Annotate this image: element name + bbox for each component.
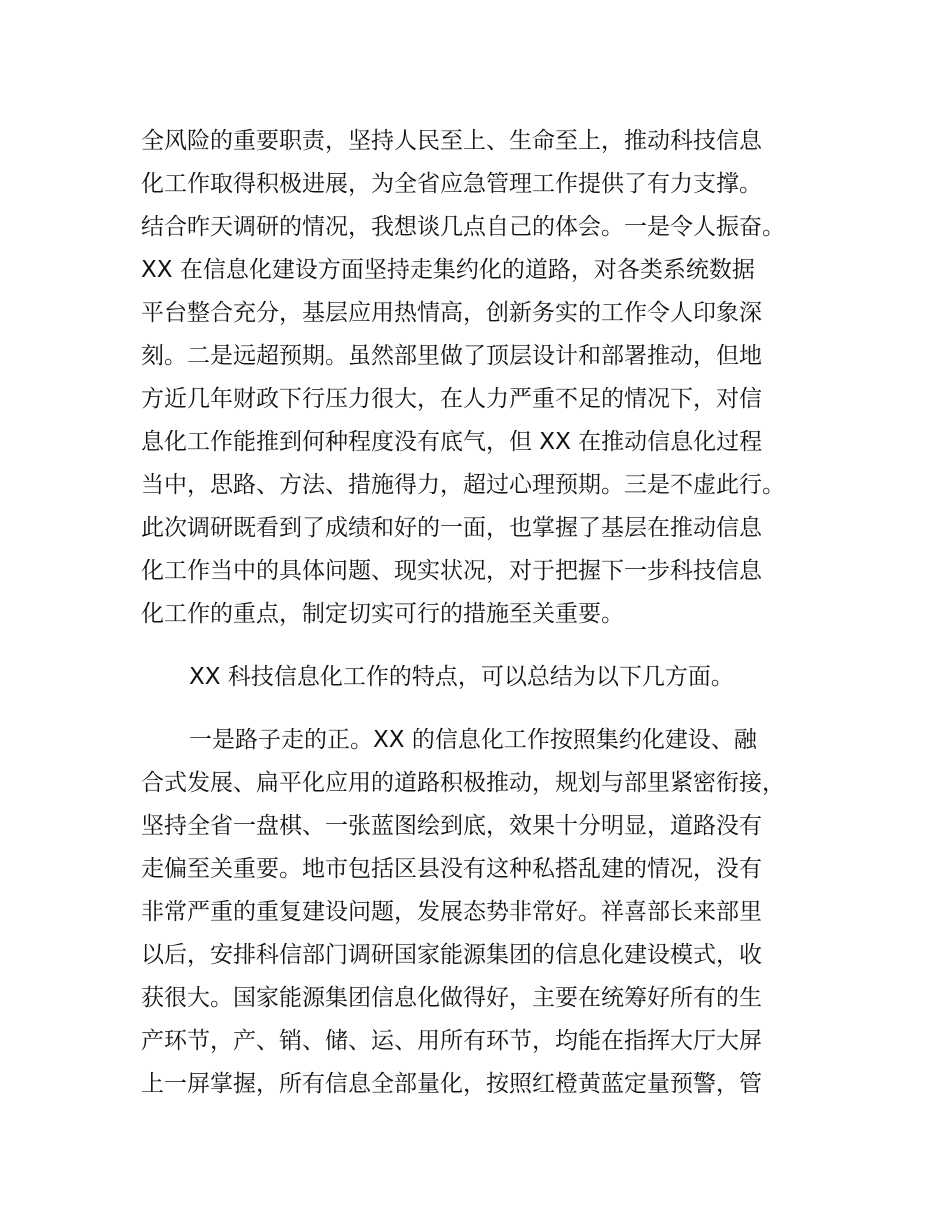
paragraph-line: 化工作取得积极进展，为全省应急管理工作提供了有力支撑。 — [141, 171, 762, 197]
paragraph-line: XX 科技信息化工作的特点，可以总结为以下几方面。 — [189, 664, 734, 690]
paragraph-line: XX 在信息化建设方面坚持走集约化的道路，对各类系统数据 — [141, 257, 755, 283]
paragraph-line: 获很大。国家能源集团信息化做得好，主要在统筹好所有的生 — [141, 985, 762, 1011]
paragraph-line: 全风险的重要职责，坚持人民至上、生命至上，推动科技信息 — [141, 128, 762, 154]
paragraph-line: 坚持全省一盘棋、一张蓝图绘到底，效果十分明显，道路没有 — [141, 813, 762, 839]
paragraph-line: 化工作当中的具体问题、现实状况，对于把握下一步科技信息 — [141, 558, 762, 584]
paragraph-line: 非常严重的重复建设问题，发展态势非常好。祥喜部长来部里 — [141, 899, 762, 925]
paragraph-line: 此次调研既看到了成绩和好的一面，也掌握了基层在推动信息 — [141, 515, 762, 541]
paragraph-line: 息化工作能推到何种程度没有底气，但 XX 在推动信息化过程 — [141, 429, 763, 455]
paragraph-line: 刻。二是远超预期。虽然部里做了顶层设计和部署推动，但地 — [141, 343, 762, 369]
paragraph-line: 化工作的重点，制定切实可行的措施至关重要。 — [141, 601, 624, 627]
paragraph-line: 方近几年财政下行压力很大，在人力严重不足的情况下，对信 — [141, 386, 762, 412]
paragraph-line: 结合昨天调研的情况，我想谈几点自己的体会。一是令人振奋。 — [141, 214, 785, 240]
paragraph-line: 合式发展、扁平化应用的道路积极推动，规划与部里紧密衔接， — [141, 770, 785, 796]
paragraph-line: 产环节，产、销、储、运、用所有环节，均能在指挥大厅大屏 — [141, 1028, 762, 1054]
paragraph-line: 当中，思路、方法、措施得力，超过心理预期。三是不虚此行。 — [141, 472, 785, 498]
paragraph-line: 走偏至关重要。地市包括区县没有这种私搭乱建的情况，没有 — [141, 856, 762, 882]
paragraph-line: 一是路子走的正。XX 的信息化工作按照集约化建设、融 — [189, 727, 757, 753]
paragraph-line: 平台整合充分，基层应用热情高，创新务实的工作令人印象深 — [141, 300, 762, 326]
paragraph-line: 上一屏掌握，所有信息全部量化，按照红橙黄蓝定量预警，管 — [141, 1071, 762, 1097]
paragraph-line: 以后，安排科信部门调研国家能源集团的信息化建设模式，收 — [141, 942, 762, 968]
